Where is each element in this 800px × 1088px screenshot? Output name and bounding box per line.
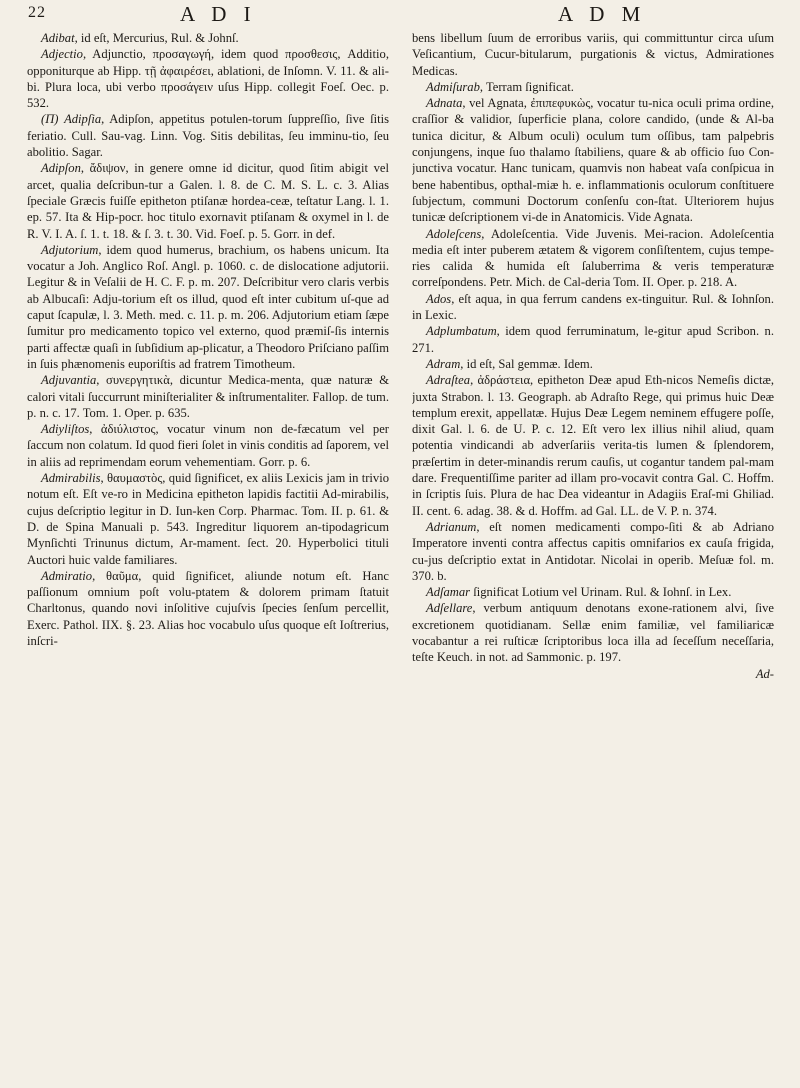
entry-text: , ἀδιύλιστος, vocatur vinum non de-fæcatum vel per ſaccum non colatum. Id quod fieri ſolet in vinis conditis ad ſaporem, vel in aliis ad reprimendam eorum vehementiam. Gorr. p. 6. — [27, 422, 389, 469]
entry-text: , Adipſon, appetitus potulen-torum ſuppreſſio, ſive ſitis feriatio. Cull. Sau-vag. Linn. Vog. Sitis debilitas, ſeu imminu-tio, ſeu abolitio. Sagar. — [27, 112, 389, 160]
entry-headword: Adſamar — [426, 585, 471, 600]
entry-headword: Adoleſcens — [426, 226, 482, 241]
entry-headword: Adram — [426, 356, 461, 371]
entry-text: , ἀδράστεια, epitheton Deæ apud Eth-nicos Nemeſis dictæ, juxta Strabon. l. 13. Geograph. ab Adraſto Rege, qui primus huic Deæ templum erexit, appellatæ. Hujus Deæ Legem neminem effugere poſſe, dixit Gal. l. 6. de U. P. c. 12. Eſt vero lex illius nihil aliud, quam potentia vindicandi ab adverſariis verita-tis lumen & ſplendorem, præſertim in deter-minandis rerum cauſis, ut cogantur tandem pal-mam dare. Frequentiſſime pariter ad illam pro-vocavit contra Gal. C. Hoffm. in ſcriptis ſuis. Plura de hac Dea videantur in Adagiis Eraſ-mi Ghiliad. II. cent. 6. adag. 38. & d. Hoffm. ad Gal. LL. de V. P. n. 374. — [412, 373, 774, 518]
dictionary-entry — [27, 46, 389, 111]
entry-text: , ἄδιψον, in genere omne id dicitur, quod ſitim abigit vel arcet, qualia deſcribun-tur a Galen. l. 8. de C. M. S. L. c. 3. Alias ſpeciale Græcis fuiſſe epitheton ptiſanæ hordea-ceæ, teſtatur Lang. l. 1. ep. 57. Ita & Hip-pocr. hoc titulo exornavit ptiſanam & oxymel in l. de R. V. I. A. ſ. 1. t. 18. & ſ. 3. t. 30. Vid. Foeſ. p. 5. Gorr. in def. — [27, 161, 389, 241]
entry-text: , id eſt, Sal gemmæ. Idem. — [460, 356, 593, 371]
entry-text: , συνεργητικὰ, dicuntur Medica-menta, quæ naturæ & calori vitali ſuccurrunt miniſterialiter & inſtrumentaliter. Fallop. de tum. p. n. c. 17. Tom. 1. Oper. p. 635. — [27, 373, 389, 420]
left-running-title: A D I — [180, 2, 257, 26]
dictionary-entry — [27, 470, 389, 568]
entry-text: , eſt nomen medicamenti compo-ſiti & ab Adriano Imperatore inventi contra affectus capitis omnifarios ex cauſa frigida, cu-jus deſcriptio extat in Antidotar. Nicolai in operib. Meſuæ fol. m. 370. b. — [412, 519, 774, 583]
dictionary-entry — [412, 95, 774, 225]
entry-text: ſignificat Lotium vel Urinam. Rul. & Iohnſ. in Lex. — [470, 585, 732, 600]
page-header — [0, 2, 800, 30]
dictionary-entry — [412, 79, 774, 95]
entry-headword: Admirabilis — [41, 471, 101, 486]
dictionary-entry — [412, 291, 774, 324]
dictionary-entry — [412, 356, 774, 372]
entry-headword: Ados — [426, 291, 452, 306]
entry-text: , id eſt, Mercurius, Rul. & Johnſ. — [74, 31, 239, 45]
entry-text: , Adjunctio, προσαγωγή, idem quod προσθεσις, Additio, opponiturque ab Hipp. τῇ ἀφαιρέσει, ablationi, de Inſomn. V. 11. & ali-bi. Plura loca, ubi verbo προσάγειν uſus Hipp. collegit Foeſ. Oec. p. 532. — [27, 47, 389, 111]
catchword: Ad- — [755, 666, 774, 681]
dictionary-entry — [27, 421, 389, 470]
dictionary-entry — [27, 372, 389, 421]
entry-headword: (Π) Adipſia — [41, 112, 102, 127]
page-number: 22 — [28, 4, 46, 21]
dictionary-entry — [412, 323, 774, 356]
entry-headword: Adiyliſtos — [41, 422, 90, 437]
dictionary-entry — [412, 584, 774, 600]
entry-headword: Admiſurab — [426, 79, 480, 94]
dictionary-entry — [412, 30, 774, 79]
dictionary-entry — [412, 519, 774, 584]
left-column — [27, 30, 389, 1082]
entry-headword: Adſellare — [426, 601, 473, 616]
right-column — [412, 30, 774, 1082]
entry-text: bens libellum ſuum de erroribus variis, qui committuntur circa uſum Veſicantium, Cucur-bitularum, purgationis & victus, Admirationes Medicas. — [412, 31, 774, 78]
entry-text: , eſt aqua, in qua ferrum candens ex-tinguitur. Rul. & Iohnſon. in Lexic. — [412, 291, 774, 323]
dictionary-entry — [412, 372, 774, 519]
entry-text: , idem quod humerus, brachium, os habens unicum. Ita vocatur a Joh. Anglico Roſ. Angl. p. 1060. c. de dislocatione adjutorii. Legitur & in Veſalii de H. C. F. p. m. 207. Deſcribitur vero claris verbis ab Albucaſi: Adju-torium eſt os illud, quod eſt inter cubitum uſ-que ad caput ſcapulæ, l. 3. Meth. med. c. 11. p. m. 206. Adjutorium etiam ſæpe ſumitur pro medicamento topico vel externo, quod præmiſ-ſis internis parti affectæ quaſi in ſubſidium ap-plicatur, a Theodoro Priſciano paſſim in ſuis phænomenis euporiſtis ad fratrem Timotheum. — [27, 242, 389, 371]
right-running-title: A D M — [558, 2, 647, 26]
entry-text: , θαῦμα, quid ſignificet, aliunde notum eſt. Hanc paſſionum omnium poſt volu-ptatem & dolorem primam ſtatuit Charltonus, quando novi inſolitive cujuſvis ſpecies ſenſum percellit, Exerc. Pathol. IIX. §. 23. Alias hoc vocabulo uſus quoque eſt Ioſtrerius, inſcri- — [27, 568, 389, 648]
entry-headword: Adjutorium — [41, 242, 99, 257]
entry-headword: Adipſon — [41, 161, 81, 176]
entry-text: , idem quod ferruminatum, le-gitur apud Scribon. n. 271. — [412, 324, 774, 355]
dictionary-entry — [27, 30, 389, 46]
entry-text: , Terram ſignificat. — [479, 79, 574, 94]
dictionary-entry — [412, 226, 774, 291]
entry-headword: Adnata — [426, 96, 463, 111]
entry-text: , Adoleſcentia. Vide Juvenis. Mei-racion. Adoleſcentia media eſt inter puberem ætatem & vigorem conſiſtentem, cujus tempe-ries calida & humida eſt ſaluberrima & veris temperaturæ correſpondens. Petr. Mich. de Cal-deria Tom. II. Oper. p. 218. A. — [412, 226, 774, 290]
entry-headword: Admiratio — [41, 568, 93, 583]
entry-headword: Adraſtea — [426, 373, 471, 388]
entry-headword: Adrianum — [426, 519, 477, 534]
entry-headword: Adibat — [41, 31, 75, 45]
entry-text: , verbum antiquum denotans exone-rationem alvi, ſive excretionem quotidianam. Sellæ enim familiæ, vel familiaricæ vocabantur a rei ruſticæ ſcriptoribus loca illa ad ſeceſſum neceſſaria, teſte Keuch. in not. ad Sammonic. p. 197. — [412, 601, 774, 665]
entry-text: , θαυμαστὸς, quid ſignificet, ex aliis Lexicis jam in trivio notum eſt. Eſt ve-ro in Medicina epitheton lapidis factitii Ad-mirabilis, cujus deſcriptio legitur in D. Iun-ken Corp. Pharmac. Tom. II. p. 61. & D. de Spina Manuali p. 543. Ingreditur liquorem an-tipodagricum Mynſichti Trinunus dictum, Ar-mament. ſect. 20. Hyperbolici tituli Auctori huic valde familiares. — [27, 471, 389, 567]
entry-headword: Adjuvantia — [41, 373, 97, 388]
entry-headword: Adplumbatum — [426, 324, 497, 339]
dictionary-entry — [27, 242, 389, 372]
entry-text: , vel Agnata, ἐπιπεφυκὼς, vocatur tu-nica oculi prima ordine, craſſior & validior, ſuperficie plana, colore candido, (unde & Al-ba tunica dicitur, & Album oculi) oculum tum oſſibus, tam palpebris conjungens, inque ſuo thalamo ſtabiliens, quare & ab officio ſuo Con-junctiva vocatur. Hanc tunicam, quamvis non habeat vaſa conſpicua in bene habentibus, opthal-miæ h. e. inflammationis oculorum conſtituere ſubjectum, communi Doctorum conſenſu con-ſtat. Ulteriorem hujus tunicæ deſcriptionem vi-de in Anatomicis. Vide Agnata. — [412, 96, 774, 225]
dictionary-entry — [412, 600, 774, 665]
dictionary-entry — [27, 568, 389, 649]
entry-headword: Adjectio — [41, 47, 83, 62]
dictionary-entry — [27, 160, 389, 241]
dictionary-entry — [27, 111, 389, 160]
